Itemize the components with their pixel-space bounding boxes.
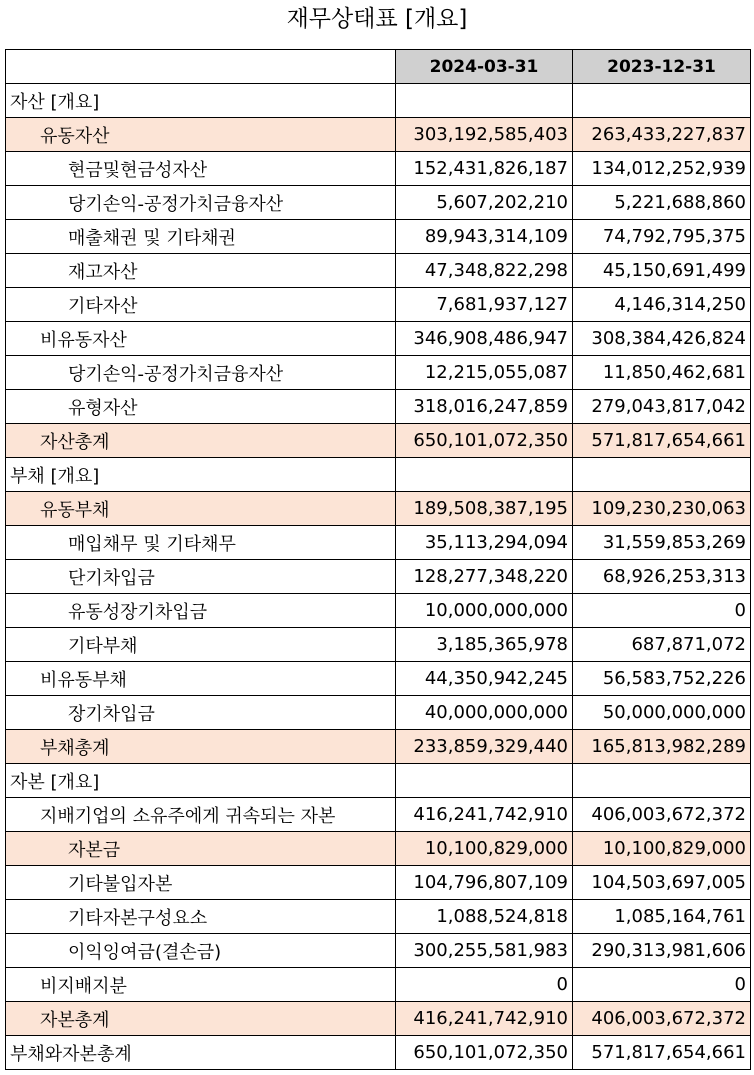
value-2024-03-31: 104,796,807,109	[396, 866, 573, 900]
row-label: 재고자산	[6, 254, 396, 288]
value-2024-03-31: 189,508,387,195	[396, 492, 573, 526]
value-2024-03-31	[396, 84, 573, 118]
row-label: 유동부채	[6, 492, 396, 526]
value-2023-12-31: 56,583,752,226	[573, 662, 751, 696]
row-label: 부채 [개요]	[6, 458, 396, 492]
value-2023-12-31: 10,100,829,000	[573, 832, 751, 866]
row-label: 유형자산	[6, 390, 396, 424]
value-2023-12-31: 50,000,000,000	[573, 696, 751, 730]
value-2024-03-31: 35,113,294,094	[396, 526, 573, 560]
row-label: 비지배지분	[6, 968, 396, 1002]
row-label: 매출채권 및 기타채권	[6, 220, 396, 254]
value-2023-12-31: 290,313,981,606	[573, 934, 751, 968]
table-header-row	[6, 50, 751, 84]
value-2023-12-31: 31,559,853,269	[573, 526, 751, 560]
value-2024-03-31: 1,088,524,818	[396, 900, 573, 934]
table-row	[6, 492, 751, 526]
table-row	[6, 186, 751, 220]
value-2023-12-31: 0	[573, 594, 751, 628]
value-2024-03-31: 650,101,072,350	[396, 424, 573, 458]
value-2023-12-31: 571,817,654,661	[573, 424, 751, 458]
value-2023-12-31: 5,221,688,860	[573, 186, 751, 220]
value-2024-03-31: 44,350,942,245	[396, 662, 573, 696]
value-2023-12-31: 406,003,672,372	[573, 1002, 751, 1036]
value-2023-12-31: 11,850,462,681	[573, 356, 751, 390]
table-row	[6, 1002, 751, 1036]
table-row	[6, 390, 751, 424]
value-2024-03-31: 40,000,000,000	[396, 696, 573, 730]
row-label: 단기차입금	[6, 560, 396, 594]
value-2024-03-31: 7,681,937,127	[396, 288, 573, 322]
table-row	[6, 832, 751, 866]
value-2023-12-31	[573, 84, 751, 118]
value-2024-03-31: 416,241,742,910	[396, 1002, 573, 1036]
table-row	[6, 594, 751, 628]
value-2024-03-31: 318,016,247,859	[396, 390, 573, 424]
value-2023-12-31: 45,150,691,499	[573, 254, 751, 288]
column-header-label	[6, 50, 396, 84]
row-label: 자본 [개요]	[6, 764, 396, 798]
value-2024-03-31	[396, 764, 573, 798]
row-label: 당기손익-공정가치금융자산	[6, 356, 396, 390]
value-2023-12-31: 263,433,227,837	[573, 118, 751, 152]
row-label: 비유동자산	[6, 322, 396, 356]
value-2023-12-31: 109,230,230,063	[573, 492, 751, 526]
value-2023-12-31: 571,817,654,661	[573, 1036, 751, 1070]
column-header-2024-03-31: 2024-03-31	[396, 50, 573, 84]
value-2023-12-31: 68,926,253,313	[573, 560, 751, 594]
value-2024-03-31: 12,215,055,087	[396, 356, 573, 390]
value-2024-03-31: 5,607,202,210	[396, 186, 573, 220]
row-label: 기타불입자본	[6, 866, 396, 900]
row-label: 자본총계	[6, 1002, 396, 1036]
column-header-2023-12-31: 2023-12-31	[573, 50, 751, 84]
value-2024-03-31: 346,908,486,947	[396, 322, 573, 356]
value-2023-12-31: 4,146,314,250	[573, 288, 751, 322]
row-label: 부채총계	[6, 730, 396, 764]
table-row	[6, 968, 751, 1002]
value-2023-12-31	[573, 764, 751, 798]
value-2023-12-31: 0	[573, 968, 751, 1002]
row-label: 자산총계	[6, 424, 396, 458]
table-row	[6, 424, 751, 458]
table-row	[6, 288, 751, 322]
balance-sheet-table	[5, 49, 751, 1070]
row-label: 기타부채	[6, 628, 396, 662]
value-2024-03-31: 303,192,585,403	[396, 118, 573, 152]
table-row	[6, 934, 751, 968]
value-2023-12-31: 134,012,252,939	[573, 152, 751, 186]
table-row	[6, 356, 751, 390]
value-2023-12-31: 104,503,697,005	[573, 866, 751, 900]
value-2024-03-31: 416,241,742,910	[396, 798, 573, 832]
row-label: 매입채무 및 기타채무	[6, 526, 396, 560]
value-2023-12-31: 165,813,982,289	[573, 730, 751, 764]
value-2024-03-31: 3,185,365,978	[396, 628, 573, 662]
table-row	[6, 458, 751, 492]
row-label: 유동성장기차입금	[6, 594, 396, 628]
value-2024-03-31: 650,101,072,350	[396, 1036, 573, 1070]
row-label: 현금및현금성자산	[6, 152, 396, 186]
row-label: 유동자산	[6, 118, 396, 152]
table-row	[6, 662, 751, 696]
table-row	[6, 730, 751, 764]
table-row	[6, 220, 751, 254]
table-row	[6, 900, 751, 934]
value-2024-03-31: 47,348,822,298	[396, 254, 573, 288]
table-row	[6, 560, 751, 594]
value-2024-03-31: 152,431,826,187	[396, 152, 573, 186]
value-2024-03-31: 300,255,581,983	[396, 934, 573, 968]
value-2023-12-31: 74,792,795,375	[573, 220, 751, 254]
row-label: 장기차입금	[6, 696, 396, 730]
table-row	[6, 1036, 751, 1070]
table-row	[6, 84, 751, 118]
row-label: 부채와자본총계	[6, 1036, 396, 1070]
row-label: 비유동부채	[6, 662, 396, 696]
row-label: 기타자본구성요소	[6, 900, 396, 934]
value-2023-12-31: 687,871,072	[573, 628, 751, 662]
value-2024-03-31: 0	[396, 968, 573, 1002]
value-2023-12-31: 279,043,817,042	[573, 390, 751, 424]
page-title: 재무상태표 [개요]	[286, 6, 468, 32]
value-2024-03-31: 233,859,329,440	[396, 730, 573, 764]
value-2023-12-31: 308,384,426,824	[573, 322, 751, 356]
table-row	[6, 152, 751, 186]
table-row	[6, 764, 751, 798]
table-row	[6, 696, 751, 730]
table-row	[6, 866, 751, 900]
table-row	[6, 798, 751, 832]
value-2024-03-31	[396, 458, 573, 492]
value-2024-03-31: 10,000,000,000	[396, 594, 573, 628]
table-row	[6, 118, 751, 152]
value-2024-03-31: 10,100,829,000	[396, 832, 573, 866]
table-row	[6, 526, 751, 560]
table-row	[6, 322, 751, 356]
value-2024-03-31: 128,277,348,220	[396, 560, 573, 594]
row-label: 당기손익-공정가치금융자산	[6, 186, 396, 220]
row-label: 기타자산	[6, 288, 396, 322]
table-row	[6, 628, 751, 662]
row-label: 자산 [개요]	[6, 84, 396, 118]
table-row	[6, 254, 751, 288]
value-2024-03-31: 89,943,314,109	[396, 220, 573, 254]
row-label: 지배기업의 소유주에게 귀속되는 자본	[6, 798, 396, 832]
row-label: 자본금	[6, 832, 396, 866]
row-label: 이익잉여금(결손금)	[6, 934, 396, 968]
value-2023-12-31: 1,085,164,761	[573, 900, 751, 934]
value-2023-12-31	[573, 458, 751, 492]
value-2023-12-31: 406,003,672,372	[573, 798, 751, 832]
